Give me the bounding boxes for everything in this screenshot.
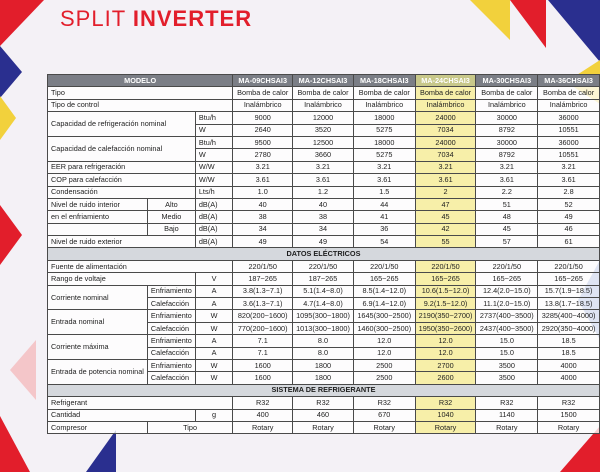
value-cell: Bomba de calor — [538, 87, 600, 99]
value-cell: 3.61 — [233, 174, 293, 186]
value-cell: 15.0 — [476, 347, 538, 359]
unit-cell: Btu/h — [195, 136, 232, 148]
table-row — [48, 310, 600, 322]
value-cell: 220/1/50 — [353, 260, 415, 272]
value-cell: 10551 — [538, 124, 600, 136]
unit-cell: dB(A) — [195, 211, 232, 223]
value-cell: 3660 — [293, 149, 354, 161]
unit-cell: V — [195, 273, 232, 285]
title-inverter: INVERTER — [132, 6, 253, 31]
value-cell: Bomba de calor — [293, 87, 354, 99]
table-row — [48, 87, 600, 99]
unit-cell: W — [195, 124, 232, 136]
value-cell: 44 — [353, 198, 415, 210]
value-cell: 670 — [353, 409, 415, 421]
unit-cell: dB(A) — [195, 223, 232, 235]
value-cell: 12.0 — [353, 347, 415, 359]
value-cell: 9500 — [233, 136, 293, 148]
value-cell: 3.21 — [353, 161, 415, 173]
model-name: MA-30CHSAI3 — [476, 75, 538, 87]
mode-cell: Enfriamiento — [147, 359, 195, 371]
value-cell: 3.61 — [415, 174, 476, 186]
value-cell: 36000 — [538, 112, 600, 124]
table-row — [48, 335, 600, 347]
section-title: DATOS ELÉCTRICOS — [48, 248, 600, 260]
value-cell: 18000 — [353, 112, 415, 124]
value-cell: 2500 — [353, 372, 415, 384]
value-cell: 220/1/50 — [415, 260, 476, 272]
value-cell: 3.21 — [538, 161, 600, 173]
value-cell: 4000 — [538, 372, 600, 384]
specifications-table-body — [48, 75, 600, 434]
unit-cell: A — [195, 335, 232, 347]
mode-cell: Enfriamiento — [147, 335, 195, 347]
unit-cell: dB(A) — [195, 198, 232, 210]
value-cell: 41 — [353, 211, 415, 223]
table-header-row — [48, 75, 600, 87]
table-row — [48, 273, 600, 285]
row-label: Rango de voltaje — [48, 273, 196, 285]
model-name: MA-09CHSAI3 — [233, 75, 293, 87]
value-cell: 2190(350~2700) — [415, 310, 476, 322]
value-cell: 3.61 — [353, 174, 415, 186]
value-cell: 48 — [476, 211, 538, 223]
value-cell: 4000 — [538, 359, 600, 371]
mode-cell: Calefacción — [147, 322, 195, 334]
unit-cell: W — [195, 359, 232, 371]
value-cell: 12.4(2.0~15.0) — [476, 285, 538, 297]
table-row — [48, 198, 600, 210]
unit-cell: W — [195, 372, 232, 384]
value-cell: 51 — [476, 198, 538, 210]
unit-cell: W/W — [195, 174, 232, 186]
unit-cell: A — [195, 298, 232, 310]
model-name: MA-24CHSAI3 — [415, 75, 476, 87]
value-cell: 3.6(1.3~7.1) — [233, 298, 293, 310]
value-cell: 7.1 — [233, 347, 293, 359]
value-cell: 2780 — [233, 149, 293, 161]
value-cell: Inalámbrico — [353, 99, 415, 111]
model-label: MODELO — [48, 75, 233, 87]
value-cell: Inalámbrico — [538, 99, 600, 111]
value-cell: 40 — [233, 198, 293, 210]
value-cell: 6.9(1.4~12.0) — [353, 298, 415, 310]
value-cell: Rotary — [476, 421, 538, 433]
decor-blue-triangle-top-right — [548, 0, 600, 62]
value-cell: Bomba de calor — [233, 87, 293, 99]
value-cell: 1.2 — [293, 186, 354, 198]
value-cell: 45 — [476, 223, 538, 235]
value-cell: 24000 — [415, 136, 476, 148]
row-label: Capacidad de calefacción nominal — [48, 136, 196, 161]
row-label: Entrada de potencia nominal — [48, 359, 148, 384]
value-cell: 1600 — [233, 372, 293, 384]
value-cell: R32 — [476, 397, 538, 409]
level-cell: Medio — [147, 211, 195, 223]
value-cell: Bomba de calor — [476, 87, 538, 99]
unit-cell: W/W — [195, 161, 232, 173]
decor-red-triangle-top-left — [0, 0, 44, 46]
table-row — [48, 161, 600, 173]
value-cell: 1645(300~2500) — [353, 310, 415, 322]
row-label: Corriente máxima — [48, 335, 148, 360]
value-cell: 30000 — [476, 112, 538, 124]
value-cell: 3.61 — [476, 174, 538, 186]
value-cell: 165~265 — [353, 273, 415, 285]
value-cell: 55 — [415, 236, 476, 248]
value-cell: 49 — [233, 236, 293, 248]
unit-cell: W — [195, 322, 232, 334]
value-cell: 36 — [353, 223, 415, 235]
value-cell: 8792 — [476, 149, 538, 161]
unit-cell: A — [195, 285, 232, 297]
value-cell: 3500 — [476, 359, 538, 371]
title-split: SPLIT — [60, 6, 126, 31]
page-title — [60, 6, 252, 32]
decor-red-triangle-bottom-left — [0, 416, 30, 472]
value-cell: 24000 — [415, 112, 476, 124]
value-cell: R32 — [538, 397, 600, 409]
value-cell: 1.5 — [353, 186, 415, 198]
value-cell: 61 — [538, 236, 600, 248]
model-name: MA-36CHSAI3 — [538, 75, 600, 87]
value-cell: 2920(350~4000) — [538, 322, 600, 334]
value-cell: 18.5 — [538, 347, 600, 359]
value-cell: 52 — [538, 198, 600, 210]
value-cell: 3500 — [476, 372, 538, 384]
value-cell: 8.0 — [293, 335, 354, 347]
value-cell: 12.0 — [415, 347, 476, 359]
value-cell: 3.8(1.3~7.1) — [233, 285, 293, 297]
unit-cell: W — [195, 310, 232, 322]
table-row — [48, 223, 600, 235]
row-label: EER para refrigeración — [48, 161, 196, 173]
row-label: Compresor — [48, 421, 148, 433]
table-row — [48, 236, 600, 248]
value-cell: 12.0 — [353, 335, 415, 347]
value-cell: 9.2(1.5~12.0) — [415, 298, 476, 310]
table-row — [48, 136, 600, 148]
value-cell: 3.21 — [476, 161, 538, 173]
mode-cell: Enfriamiento — [147, 285, 195, 297]
value-cell: 30000 — [476, 136, 538, 148]
value-cell: 165~265 — [538, 273, 600, 285]
value-cell: 2737(400~3500) — [476, 310, 538, 322]
value-cell: 1013(300~1800) — [293, 322, 354, 334]
decor-pink-triangle-left — [10, 340, 36, 400]
row-label: en el enfriamiento — [48, 211, 148, 223]
value-cell: 2437(400~3500) — [476, 322, 538, 334]
value-cell: 8.5(1.4~12.0) — [353, 285, 415, 297]
value-cell: 49 — [293, 236, 354, 248]
decor-yellow-triangle-left — [0, 96, 16, 140]
table-row — [48, 409, 600, 421]
unit-cell: Btu/h — [195, 112, 232, 124]
value-cell: 2.8 — [538, 186, 600, 198]
value-cell: Rotary — [293, 421, 354, 433]
value-cell: Rotary — [353, 421, 415, 433]
table-row — [48, 359, 600, 371]
value-cell: 15.0 — [476, 335, 538, 347]
section-header-row — [48, 248, 600, 260]
row-label: Fuente de alimentación — [48, 260, 233, 272]
value-cell: 220/1/50 — [293, 260, 354, 272]
model-name: MA-18CHSAI3 — [353, 75, 415, 87]
value-cell: 2600 — [415, 372, 476, 384]
row-label: Nivel de ruido exterior — [48, 236, 196, 248]
value-cell: 12000 — [293, 112, 354, 124]
value-cell: 5.1(1.4~8.0) — [293, 285, 354, 297]
value-cell: 57 — [476, 236, 538, 248]
type-cell: Tipo — [147, 421, 232, 433]
row-label: Nivel de ruido interior — [48, 198, 148, 210]
value-cell: 1095(300~1800) — [293, 310, 354, 322]
table-row — [48, 112, 600, 124]
row-label: Corriente nominal — [48, 285, 148, 310]
unit-cell: dB(A) — [195, 236, 232, 248]
specifications-table — [47, 74, 600, 434]
value-cell: 3.21 — [415, 161, 476, 173]
value-cell: 1.0 — [233, 186, 293, 198]
value-cell: 10551 — [538, 149, 600, 161]
value-cell: 34 — [233, 223, 293, 235]
value-cell: 3.21 — [293, 161, 354, 173]
value-cell: 7034 — [415, 149, 476, 161]
row-label-blank — [48, 223, 148, 235]
table-row — [48, 211, 600, 223]
value-cell: 42 — [415, 223, 476, 235]
value-cell: 47 — [415, 198, 476, 210]
level-cell: Alto — [147, 198, 195, 210]
value-cell: 1040 — [415, 409, 476, 421]
table-row — [48, 421, 600, 433]
value-cell: Inalámbrico — [476, 99, 538, 111]
value-cell: Inalámbrico — [233, 99, 293, 111]
value-cell: 5275 — [353, 124, 415, 136]
value-cell: Inalámbrico — [415, 99, 476, 111]
value-cell: 3.61 — [293, 174, 354, 186]
decor-yellow-triangle-top-right — [470, 0, 510, 40]
value-cell: 1500 — [538, 409, 600, 421]
value-cell: 2500 — [353, 359, 415, 371]
value-cell: 1140 — [476, 409, 538, 421]
table-row — [48, 397, 600, 409]
value-cell: 220/1/50 — [476, 260, 538, 272]
mode-cell: Enfriamiento — [147, 310, 195, 322]
value-cell: 40 — [293, 198, 354, 210]
value-cell: 2700 — [415, 359, 476, 371]
value-cell: 7034 — [415, 124, 476, 136]
decor-blue-triangle-top-left — [0, 46, 22, 98]
table-row — [48, 260, 600, 272]
value-cell: 13.8(1.7~18.5) — [538, 298, 600, 310]
value-cell: 45 — [415, 211, 476, 223]
row-label: Tipo — [48, 87, 233, 99]
value-cell: 1800 — [293, 359, 354, 371]
decor-red-triangle-left — [0, 205, 22, 265]
value-cell: R32 — [233, 397, 293, 409]
value-cell: 187~265 — [233, 273, 293, 285]
value-cell: 2 — [415, 186, 476, 198]
value-cell: 8792 — [476, 124, 538, 136]
value-cell: 3520 — [293, 124, 354, 136]
row-label: Condensación — [48, 186, 196, 198]
section-title: SISTEMA DE REFRIGERANTE — [48, 384, 600, 396]
table-row — [48, 285, 600, 297]
value-cell: 187~265 — [293, 273, 354, 285]
value-cell: 460 — [293, 409, 354, 421]
value-cell: Bomba de calor — [353, 87, 415, 99]
value-cell: 3.61 — [538, 174, 600, 186]
value-cell: Rotary — [538, 421, 600, 433]
row-label: Cantidad — [48, 409, 196, 421]
value-cell: 220/1/50 — [233, 260, 293, 272]
model-name: MA-12CHSAI3 — [293, 75, 354, 87]
row-label: Refrigerant — [48, 397, 233, 409]
value-cell: 165~265 — [476, 273, 538, 285]
value-cell: R32 — [293, 397, 354, 409]
value-cell: Rotary — [415, 421, 476, 433]
row-label: Tipo de control — [48, 99, 233, 111]
value-cell: 1600 — [233, 359, 293, 371]
value-cell: Inalámbrico — [293, 99, 354, 111]
value-cell: 46 — [538, 223, 600, 235]
value-cell: 12500 — [293, 136, 354, 148]
value-cell: 18000 — [353, 136, 415, 148]
value-cell: 54 — [353, 236, 415, 248]
table-row — [48, 186, 600, 198]
value-cell: 49 — [538, 211, 600, 223]
value-cell: 36000 — [538, 136, 600, 148]
value-cell: 2.2 — [476, 186, 538, 198]
value-cell: 1460(300~2500) — [353, 322, 415, 334]
table-row — [48, 174, 600, 186]
row-label: Capacidad de refrigeración nominal — [48, 112, 196, 137]
value-cell: 220/1/50 — [538, 260, 600, 272]
value-cell: 10.6(1.5~12.0) — [415, 285, 476, 297]
row-label: COP para calefacción — [48, 174, 196, 186]
row-label: Entrada nominal — [48, 310, 148, 335]
value-cell: 770(200~1600) — [233, 322, 293, 334]
value-cell: 3.21 — [233, 161, 293, 173]
value-cell: 3285(400~4000) — [538, 310, 600, 322]
decor-blue-triangle-bottom — [86, 430, 116, 472]
value-cell: 38 — [233, 211, 293, 223]
value-cell: Rotary — [233, 421, 293, 433]
value-cell: 34 — [293, 223, 354, 235]
value-cell: 38 — [293, 211, 354, 223]
value-cell: 18.5 — [538, 335, 600, 347]
value-cell: 1800 — [293, 372, 354, 384]
value-cell: 11.1(2.0~15.0) — [476, 298, 538, 310]
decor-red-triangle-top-right — [510, 0, 546, 48]
value-cell: 9000 — [233, 112, 293, 124]
unit-cell: Lts/h — [195, 186, 232, 198]
section-header-row — [48, 384, 600, 396]
value-cell: 2640 — [233, 124, 293, 136]
mode-cell: Calefacción — [147, 298, 195, 310]
value-cell: 8.0 — [293, 347, 354, 359]
value-cell: 5275 — [353, 149, 415, 161]
unit-cell: g — [195, 409, 232, 421]
value-cell: 12.0 — [415, 335, 476, 347]
value-cell: 7.1 — [233, 335, 293, 347]
value-cell: 165~265 — [415, 273, 476, 285]
level-cell: Bajo — [147, 223, 195, 235]
value-cell: 15.7(1.9~18.5) — [538, 285, 600, 297]
value-cell: 1950(350~2600) — [415, 322, 476, 334]
value-cell: R32 — [353, 397, 415, 409]
value-cell: R32 — [415, 397, 476, 409]
value-cell: 400 — [233, 409, 293, 421]
unit-cell: A — [195, 347, 232, 359]
mode-cell: Calefacción — [147, 372, 195, 384]
mode-cell: Calefacción — [147, 347, 195, 359]
table-row — [48, 99, 600, 111]
value-cell: Bomba de calor — [415, 87, 476, 99]
unit-cell: W — [195, 149, 232, 161]
value-cell: 4.7(1.4~8.0) — [293, 298, 354, 310]
value-cell: 820(200~1600) — [233, 310, 293, 322]
